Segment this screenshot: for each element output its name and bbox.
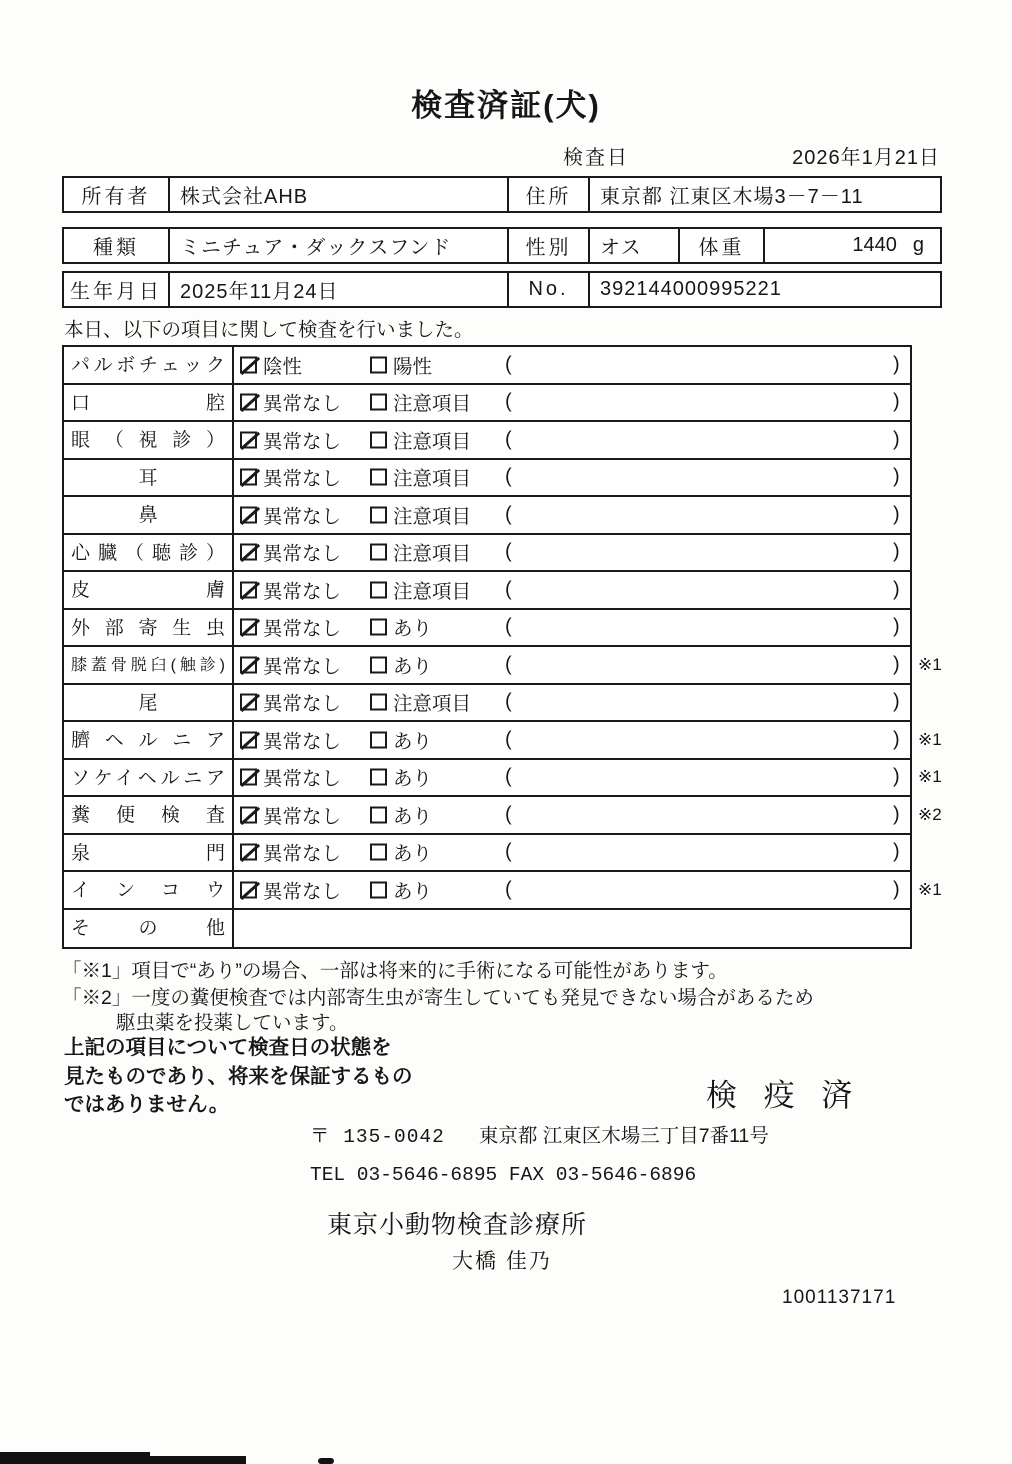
remarks-paren-close: ): [893, 840, 900, 863]
option-2-label: 注意項目: [393, 580, 472, 603]
inspection-item-content: [234, 872, 910, 908]
remarks-paren-close: ): [893, 878, 900, 901]
owner-value: 株式会社AHB: [180, 186, 309, 208]
empty-checkbox-icon: [370, 544, 387, 561]
inspection-date-label: 検査日: [563, 147, 629, 169]
inspection-row: [64, 760, 942, 798]
inspection-item-label: 臍ヘルニア: [64, 722, 234, 758]
reference-note: ※1: [918, 767, 942, 787]
checked-checkbox-icon: [240, 544, 257, 561]
inspection-row: [64, 910, 910, 948]
empty-checkbox-icon: [370, 694, 387, 711]
empty-checkbox-icon: [370, 844, 387, 861]
remarks-paren-open: (: [505, 690, 512, 713]
option-1-label: 異常なし: [263, 655, 342, 678]
birth-table: [62, 271, 942, 308]
inspection-item-content: [234, 497, 910, 533]
remarks-paren-open: (: [505, 578, 512, 601]
option-2-label: あり: [393, 768, 433, 791]
remarks-paren-close: ): [893, 765, 900, 788]
inspection-item-content: [234, 385, 910, 421]
option-2-label: 注意項目: [393, 543, 472, 566]
option-1-label: 異常なし: [263, 730, 342, 753]
option-2-label: あり: [393, 618, 433, 641]
empty-checkbox-icon: [370, 881, 387, 898]
checked-checkbox-icon: [240, 731, 257, 748]
scan-artifact: [318, 1458, 334, 1464]
empty-checkbox-icon: [370, 731, 387, 748]
owner-table: [62, 176, 942, 213]
remarks-paren-close: ): [893, 353, 900, 376]
breed-label: 種類: [64, 229, 170, 262]
checked-checkbox-icon: [240, 394, 257, 411]
birth-label: 生年月日: [64, 273, 170, 306]
option-1-label: 異常なし: [263, 393, 342, 416]
weight-unit: g: [912, 234, 924, 256]
footnote-2-line1: 「※2」一度の糞便検査では内部寄生虫が寄生していても発見できない場合があるため: [62, 987, 814, 1009]
remarks-paren-open: (: [505, 465, 512, 488]
inspection-row: [64, 610, 910, 648]
inspection-row: [64, 797, 942, 835]
scan-artifact: [0, 1452, 150, 1464]
remarks-paren-close: ): [893, 428, 900, 451]
inspection-item-label: 糞便検査: [64, 797, 234, 833]
inspection-row: [64, 347, 910, 385]
remarks-paren-open: (: [505, 803, 512, 826]
remarks-paren-open: (: [505, 615, 512, 638]
option-2-label: 注意項目: [393, 430, 472, 453]
veterinarian-name: 大橋 佳乃: [452, 1250, 552, 1273]
checked-checkbox-icon: [240, 694, 257, 711]
inspection-item-content: [234, 835, 910, 871]
checked-checkbox-icon: [240, 431, 257, 448]
remarks-paren-close: ): [893, 540, 900, 563]
option-1-label: 異常なし: [263, 505, 342, 528]
intro-text: 本日、以下の項目に関して検査を行いました。: [64, 319, 474, 341]
option-2-label: あり: [393, 730, 433, 753]
checked-checkbox-icon: [240, 619, 257, 636]
address-value: 東京都 江東区木場3－7－11: [600, 186, 864, 208]
remarks-paren-open: (: [505, 353, 512, 376]
remarks-paren-close: ): [893, 578, 900, 601]
checked-checkbox-icon: [240, 806, 257, 823]
breed-table: [62, 227, 942, 264]
quarantine-stamp: 検 疫 済: [706, 1078, 862, 1113]
number-value: 392144000995221: [600, 278, 782, 300]
inspection-date-value: 2026年1月21日: [792, 147, 940, 169]
inspection-item-content: [234, 535, 910, 571]
option-1-label: 異常なし: [263, 693, 342, 716]
reference-note: ※2: [918, 804, 942, 824]
inspection-item-label: 膝蓋骨脱臼(触診): [64, 647, 234, 683]
inspection-item-content: [234, 460, 910, 496]
inspection-row: [64, 872, 942, 910]
empty-checkbox-icon: [370, 769, 387, 786]
clinic-postal-line: [310, 1120, 769, 1148]
breed-value: ミニチュア・ダックスフンド: [180, 237, 452, 259]
weight-value: 1440: [852, 234, 897, 256]
weight-label: 体重: [680, 229, 765, 262]
inspection-row: [64, 722, 942, 760]
weight-cell: [765, 229, 940, 262]
inspection-item-label: 耳: [64, 460, 234, 496]
inspection-row: [64, 422, 910, 460]
inspection-item-label: 泉門: [64, 835, 234, 871]
option-2-label: 注意項目: [393, 505, 472, 528]
remarks-paren-close: ): [893, 690, 900, 713]
reference-note: ※1: [918, 729, 942, 749]
empty-checkbox-icon: [370, 356, 387, 373]
footnote-1: 「※1」項目で“あり”の場合、一部は将来的に手術になる可能性があります。: [62, 960, 728, 982]
disclaimer-text: [64, 1034, 413, 1120]
inspection-item-label: 眼（視診）: [64, 422, 234, 458]
clinic-name: 東京小動物検査診療所: [327, 1211, 588, 1239]
option-1-label: 異常なし: [263, 843, 342, 866]
remarks-paren-close: ): [893, 503, 900, 526]
option-1-label: 異常なし: [263, 805, 342, 828]
inspection-row: [64, 647, 942, 685]
sex-value: オス: [590, 229, 680, 262]
owner-label: 所有者: [64, 178, 170, 211]
option-2-label: 注意項目: [393, 468, 472, 491]
disclaimer-line: 見たものであり、将来を保証するもの: [64, 1064, 413, 1088]
option-1-label: 異常なし: [263, 880, 342, 903]
inspection-item-label: 皮膚: [64, 572, 234, 608]
inspection-item-label: 心臓（聴診）: [64, 535, 234, 571]
checked-checkbox-icon: [240, 506, 257, 523]
inspection-item-content: [234, 760, 910, 796]
remarks-paren-close: ): [893, 615, 900, 638]
footnote-2-line2: 駆虫薬を投薬しています。: [116, 1012, 349, 1034]
disclaimer-line: ではありません。: [64, 1093, 230, 1116]
inspection-item-label: パルボチェック: [64, 347, 234, 383]
remarks-paren-open: (: [505, 653, 512, 676]
option-2-label: 陽性: [393, 355, 433, 378]
option-2-label: 注意項目: [393, 393, 472, 416]
inspection-row: [64, 497, 910, 535]
option-1-label: 異常なし: [263, 430, 342, 453]
scan-artifact: [150, 1456, 246, 1464]
inspection-item-label: 外部寄生虫: [64, 610, 234, 646]
empty-checkbox-icon: [370, 431, 387, 448]
inspection-row: [64, 685, 910, 723]
remarks-paren-close: ): [893, 465, 900, 488]
inspection-table: [62, 345, 942, 949]
checked-checkbox-icon: [240, 881, 257, 898]
disclaimer-line: 上記の項目について検査日の状態を: [64, 1036, 392, 1059]
option-1-label: 異常なし: [263, 768, 342, 791]
postal-code: 〒 135-0042: [310, 1126, 445, 1148]
checked-checkbox-icon: [240, 844, 257, 861]
sex-label: 性別: [507, 229, 590, 262]
serial-number: 1001137171: [782, 1287, 897, 1308]
option-1-label: 異常なし: [263, 468, 342, 491]
remarks-paren-close: ): [893, 653, 900, 676]
remarks-paren-close: ): [893, 390, 900, 413]
option-1-label: 異常なし: [263, 543, 342, 566]
inspection-item-content: [234, 647, 910, 683]
inspection-item-content: [234, 797, 910, 833]
checked-checkbox-icon: [240, 469, 257, 486]
remarks-paren-open: (: [505, 765, 512, 788]
remarks-paren-open: (: [505, 540, 512, 563]
remarks-paren-close: ): [893, 728, 900, 751]
option-2-label: 注意項目: [393, 693, 472, 716]
remarks-paren-open: (: [505, 390, 512, 413]
option-1-label: 異常なし: [263, 618, 342, 641]
remarks-paren-open: (: [505, 840, 512, 863]
clinic-address: 東京都 江東区木場三丁目7番11号: [478, 1125, 769, 1147]
birth-value: 2025年11月24日: [180, 281, 339, 303]
inspection-item-label: 尾: [64, 685, 234, 721]
checked-checkbox-icon: [240, 356, 257, 373]
number-label: No.: [507, 273, 590, 306]
remarks-paren-open: (: [505, 503, 512, 526]
inspection-item-content: [234, 722, 910, 758]
checked-checkbox-icon: [240, 581, 257, 598]
inspection-row: [64, 460, 910, 498]
inspection-row: [64, 535, 910, 573]
inspection-item-label: 口腔: [64, 385, 234, 421]
empty-checkbox-icon: [370, 469, 387, 486]
inspection-item-content: [234, 610, 910, 646]
remarks-paren-close: ): [893, 803, 900, 826]
inspection-row: [64, 385, 910, 423]
inspection-item-content: [234, 910, 910, 948]
option-2-label: あり: [393, 655, 433, 678]
address-label: 住所: [507, 178, 590, 211]
remarks-paren-open: (: [505, 728, 512, 751]
reference-note: ※1: [918, 654, 942, 674]
inspection-item-label: その他: [64, 910, 234, 948]
inspection-item-content: [234, 347, 910, 383]
reference-note: ※1: [918, 879, 942, 899]
inspection-row: [64, 572, 910, 610]
option-2-label: あり: [393, 880, 433, 903]
empty-checkbox-icon: [370, 581, 387, 598]
inspection-item-content: [234, 685, 910, 721]
inspection-item-content: [234, 572, 910, 608]
option-2-label: あり: [393, 843, 433, 866]
option-2-label: あり: [393, 805, 433, 828]
document-title: 検査済証(犬): [411, 88, 601, 123]
inspection-row: [64, 835, 910, 873]
option-1-label: 異常なし: [263, 580, 342, 603]
empty-checkbox-icon: [370, 506, 387, 523]
option-1-label: 陰性: [263, 355, 303, 378]
remarks-paren-open: (: [505, 878, 512, 901]
remarks-paren-open: (: [505, 428, 512, 451]
empty-checkbox-icon: [370, 619, 387, 636]
clinic-tel-fax: TEL 03-5646-6895 FAX 03-5646-6896: [310, 1164, 697, 1186]
empty-checkbox-icon: [370, 806, 387, 823]
inspection-item-label: 鼻: [64, 497, 234, 533]
checked-checkbox-icon: [240, 656, 257, 673]
empty-checkbox-icon: [370, 394, 387, 411]
checked-checkbox-icon: [240, 769, 257, 786]
inspection-item-content: [234, 422, 910, 458]
empty-checkbox-icon: [370, 656, 387, 673]
inspection-item-label: インコウ: [64, 872, 234, 908]
inspection-item-label: ソケイヘルニア: [64, 760, 234, 796]
